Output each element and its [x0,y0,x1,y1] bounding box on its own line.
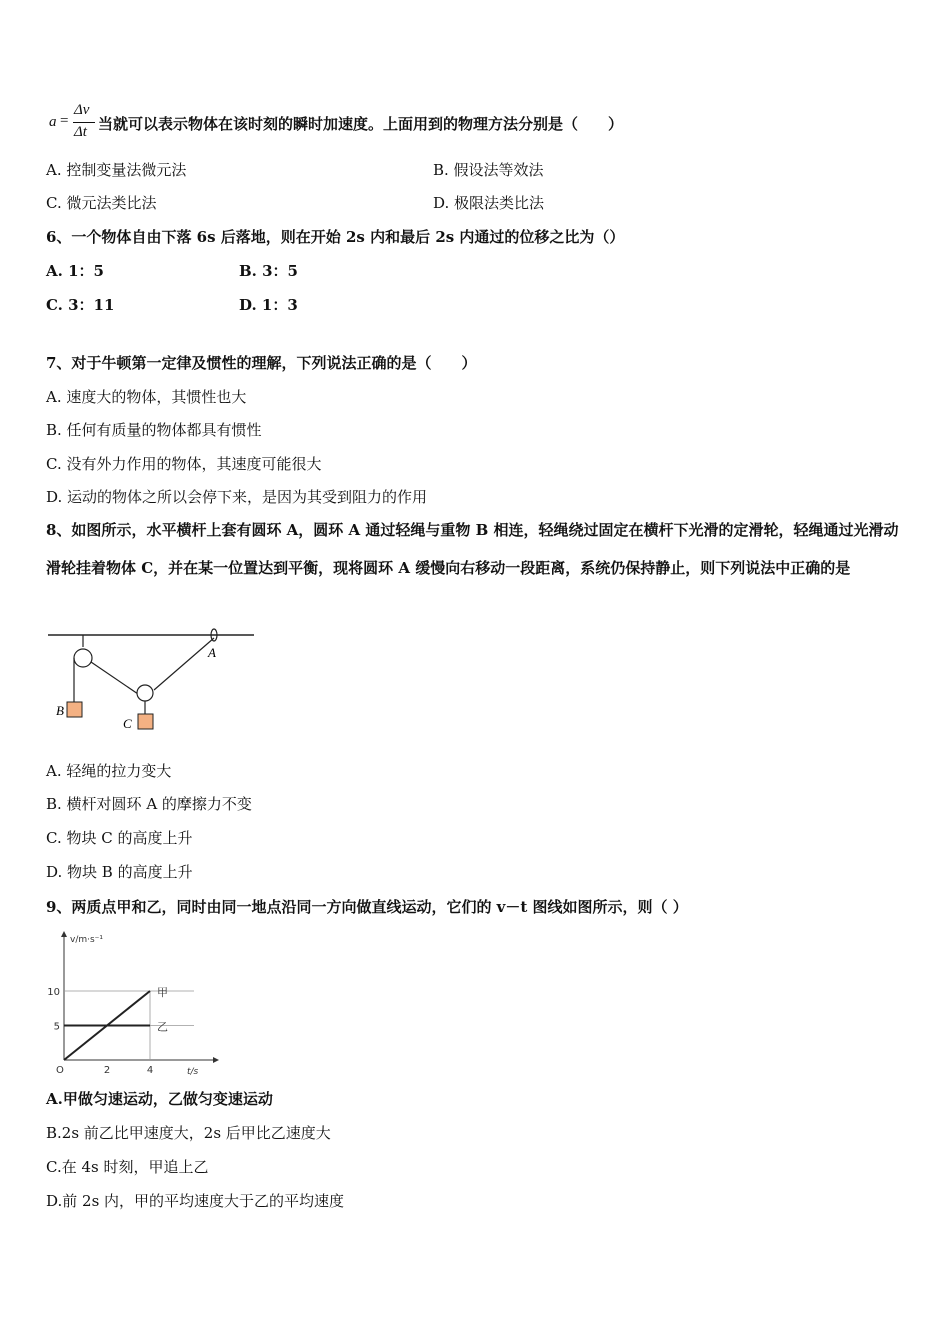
q6-option-a: A. 1：5 [46,262,104,280]
q9-option-a [46,1089,273,1109]
block-c [138,714,153,729]
fixed-pulley [74,649,92,667]
q6-option-c: C. 3：11 [46,296,115,314]
rope-left-segment [91,662,138,694]
q8-option-d: D. 物块 B 的高度上升 [46,863,193,881]
q8-option-b: B. 横杆对圆环 A 的摩擦力不变 [46,795,252,813]
y-tick-label-5: 5 [53,1021,60,1033]
y-axis-label: v/m·s⁻¹ [70,935,104,945]
movable-pulley [137,685,153,701]
q9-stem: 9、两质点甲和乙，同时由同一地点沿同一方向做直线运动，它们的 v－t 图线如图所示，则（ ） [46,898,688,916]
q9-option-c: C.在 4s 时刻，甲追上乙 [46,1158,209,1176]
formula-equals: = [60,113,69,129]
y-tick-label-10: 10 [47,987,60,998]
x-axis-label: t/s [187,1067,199,1076]
block-b [67,702,82,717]
q7-stem: 7、对于牛顿第一定律及惯性的理解，下列说法正确的是（ ） [46,354,477,372]
label-a: A [208,645,216,660]
vt-chart [44,926,224,1076]
q9-option-a-text: A.甲做匀速运动，乙做匀变速运动 [46,1090,273,1108]
formula-denominator: Δt [74,124,87,140]
q6-stem: 6、一个物体自由下落 6s 后落地，则在开始 2s 内和最后 2s 内通过的位移之比为（） [46,228,625,246]
q5-option-a: A. 控制变量法微元法 [46,161,187,179]
q9-option-b: B.2s 前乙比甲速度大，2s 后甲比乙速度大 [46,1124,331,1142]
q6-option-d: D. 1：3 [239,296,298,314]
pulley-diagram [46,624,258,736]
q8-option-a: A. 轻绳的拉力变大 [46,762,172,780]
q5-option-d: D. 极限法类比法 [433,194,545,212]
q5-option-c: C. 微元法类比法 [46,194,157,212]
q5-option-b: B. 假设法等效法 [433,161,544,179]
series-label-yi: 乙 [157,1020,168,1034]
formula-numerator: Δv [74,102,90,118]
q7-option-b: B. 任何有质量的物体都具有惯性 [46,421,262,439]
q7-option-a: A. 速度大的物体，其惯性也大 [46,388,247,406]
label-c: C [123,716,132,731]
x-tick-label-4: 4 [146,1065,154,1076]
x-tick-label-2: 2 [103,1065,111,1076]
origin-label: O [56,1065,64,1076]
q8-stem: 8、如图所示，水平横杆上套有圆环 A，圆环 A 通过轻绳与重物 B 相连，轻绳绕过固定在横杆下光滑的定滑轮，轻绳通过光滑动滑轮挂着物体 C，并在某一位置达到平衡，现将圆环 A 缓慢向右移动一段距离，系统仍保持静止，则下列说法中正确的是 [46,521,899,577]
acceleration-formula [46,100,102,144]
formula-a: a [49,114,57,130]
label-b: B [56,703,64,718]
q7-option-c: C. 没有外力作用的物体，其速度可能很大 [46,455,322,473]
q9-option-d: D.前 2s 内，甲的平均速度大于乙的平均速度 [46,1192,345,1210]
q7-option-d: D. 运动的物体之所以会停下来，是因为其受到阻力的作用 [46,488,428,506]
rope-right-segment [154,638,214,690]
series-label-jia: 甲 [157,986,168,999]
fraction-bar [73,122,95,123]
q6-option-b: B. 3：5 [239,262,298,280]
q5-stem: 当就可以表示物体在该时刻的瞬时加速度。上面用到的物理方法分别是（ ） [98,115,624,133]
q8-option-c: C. 物块 C 的高度上升 [46,829,193,847]
